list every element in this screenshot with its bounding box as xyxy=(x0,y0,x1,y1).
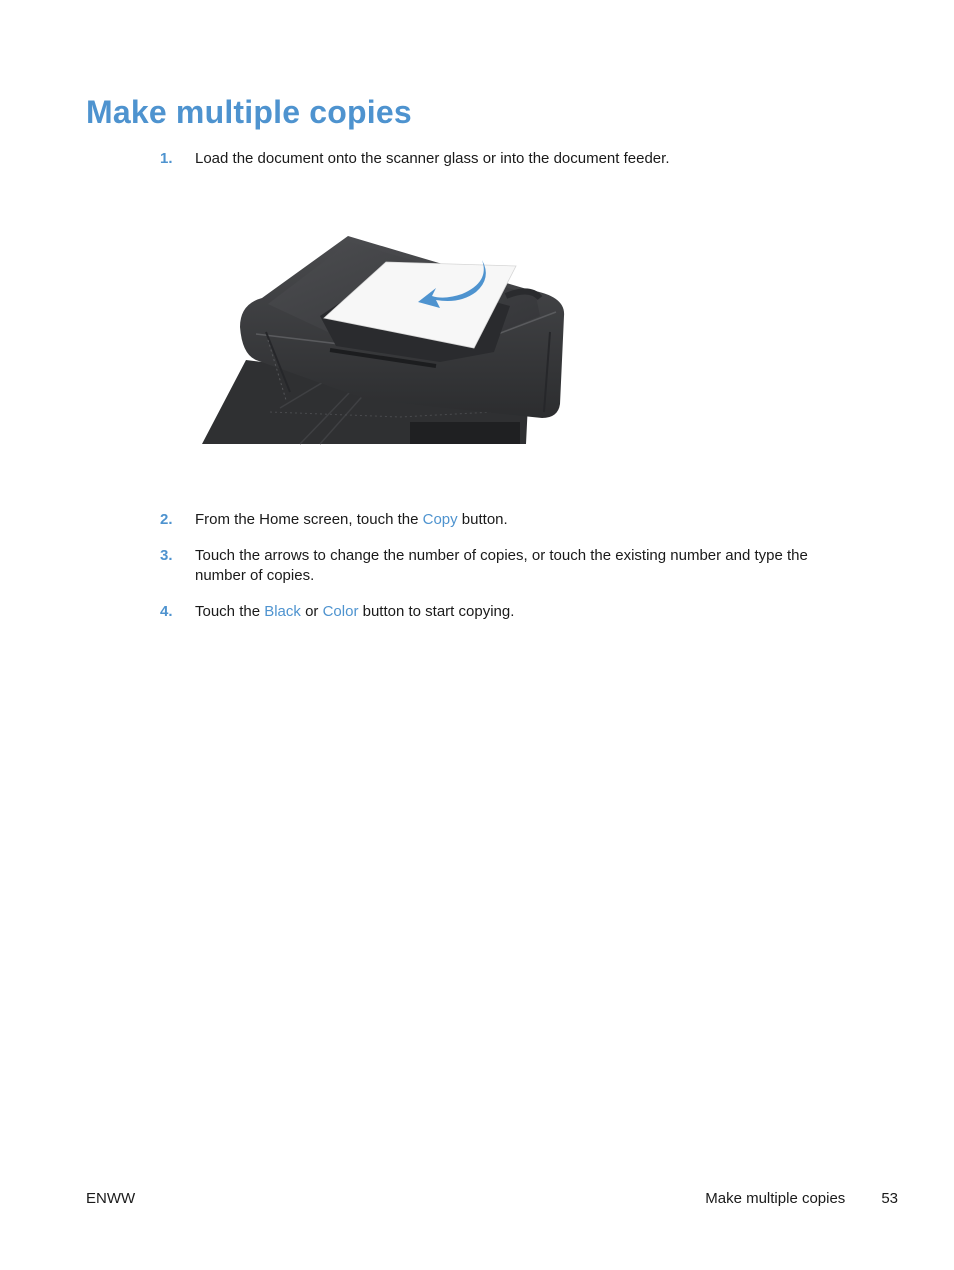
copy-button-term: Copy xyxy=(422,511,458,528)
printer-illustration-svg xyxy=(200,232,570,446)
footer-section xyxy=(705,1189,898,1209)
step-text-part: From the Home screen, touch the xyxy=(195,511,423,528)
step-number: 1. xyxy=(160,150,173,167)
step-text-part: Touch the xyxy=(195,603,265,620)
step-text: Load the document onto the scanner glass or into the document feeder. xyxy=(195,150,670,167)
printer-document-feeder-illustration xyxy=(200,232,570,446)
step-text: Touch the arrows to change the number of copies, or touch the existing number and type the number of copies. xyxy=(195,547,808,584)
step-text-part: button. xyxy=(457,511,508,528)
step-number: 2. xyxy=(160,511,173,528)
footer-locale: ENWW xyxy=(86,1190,136,1207)
step-text-part: button to start copying. xyxy=(358,603,515,620)
step-text-part: or xyxy=(300,603,323,620)
page-title: Make multiple copies xyxy=(86,94,412,130)
footer-section-title: Make multiple copies xyxy=(705,1190,846,1207)
step-text xyxy=(195,510,855,530)
step-text xyxy=(195,602,855,622)
page-number: 53 xyxy=(881,1190,898,1207)
step-number: 4. xyxy=(160,603,173,620)
color-button-term: Color xyxy=(322,603,359,620)
step-number: 3. xyxy=(160,547,173,564)
black-button-term: Black xyxy=(264,603,301,620)
